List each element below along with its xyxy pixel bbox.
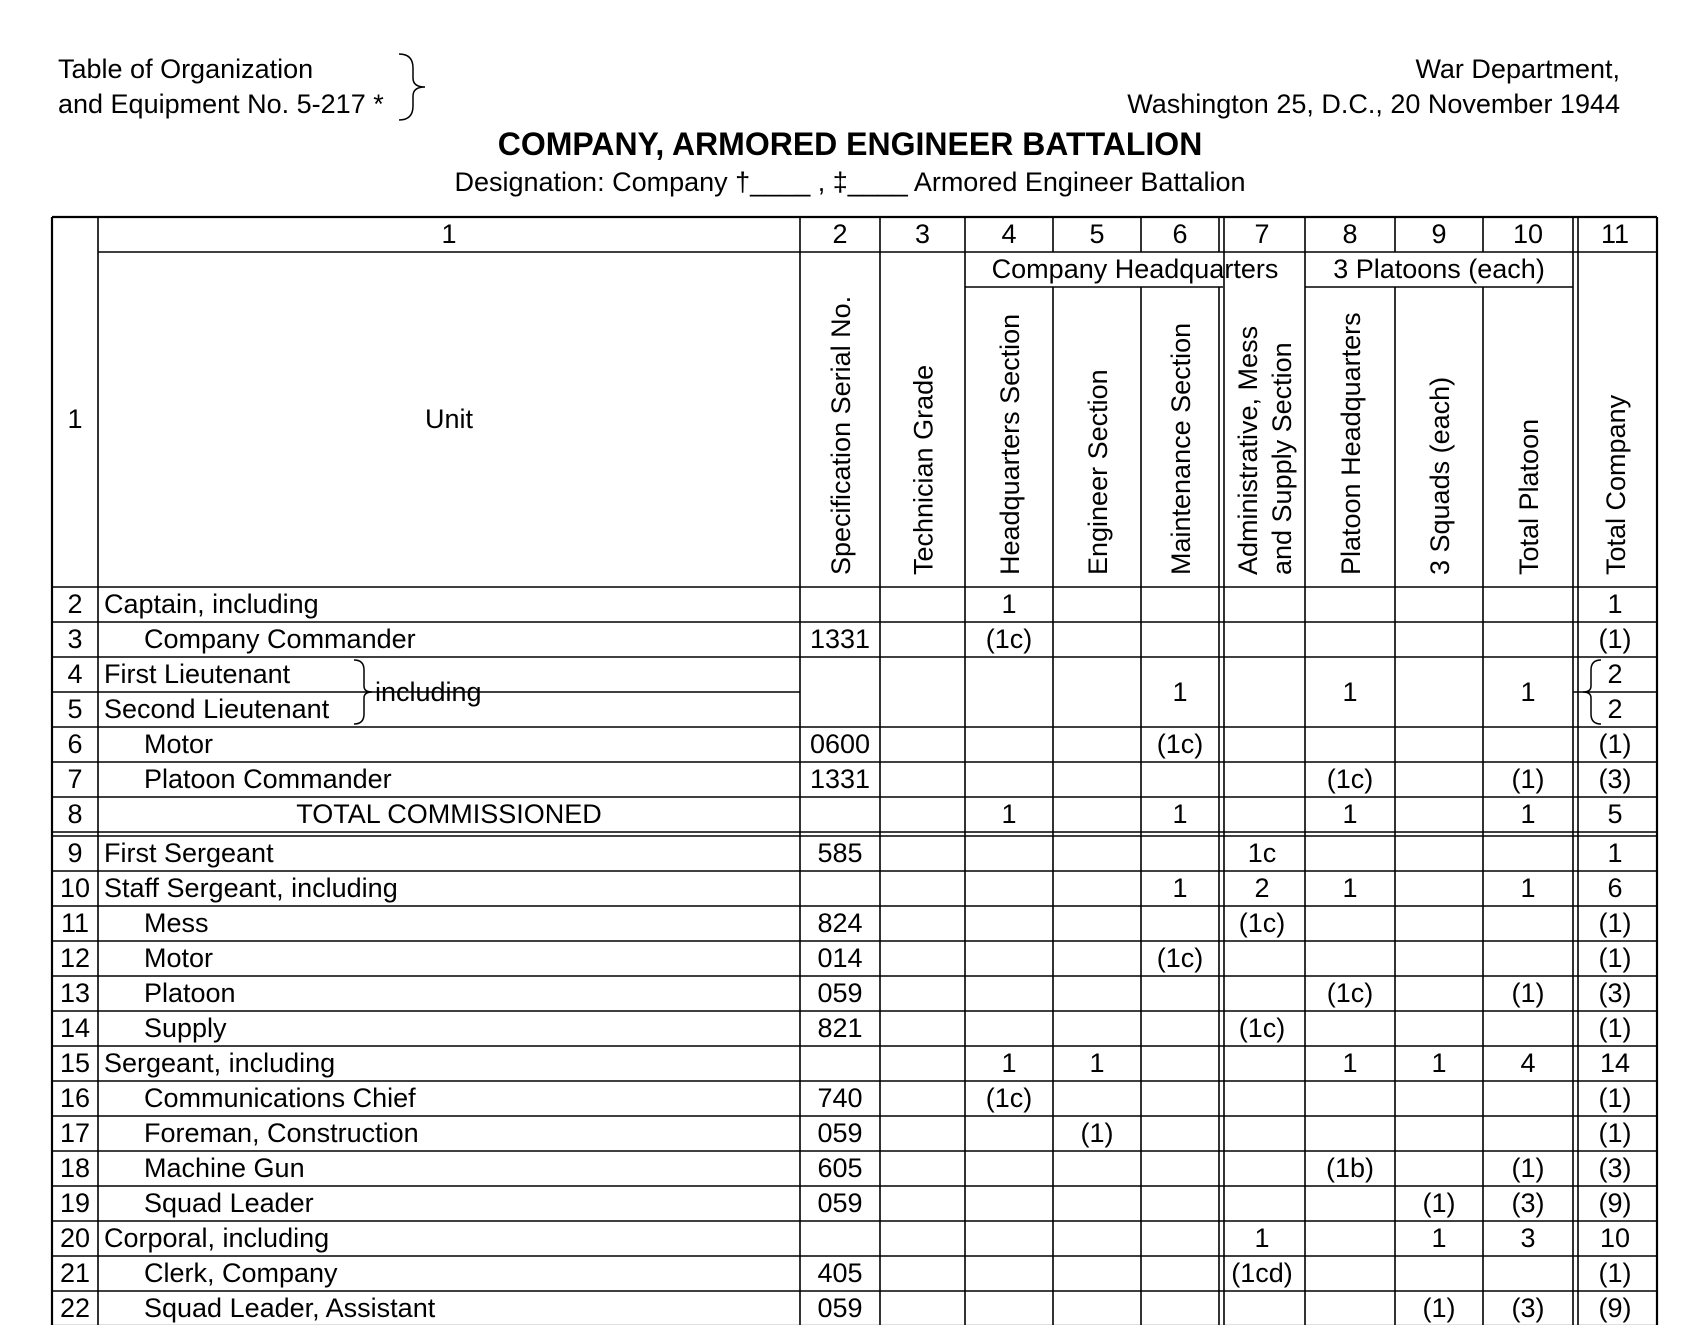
cell-value: (9) — [1598, 1188, 1632, 1218]
vertical-header: 3 Squads (each) — [1425, 376, 1455, 575]
vertical-header: Maintenance Section — [1166, 322, 1196, 575]
cell-value: 3 — [1520, 1223, 1536, 1253]
cell-value: (1) — [1422, 1188, 1456, 1218]
row-number: 21 — [59, 1258, 91, 1288]
unit-name: First Sergeant — [104, 838, 274, 868]
vertical-header: Total Platoon — [1514, 418, 1544, 575]
merged-total-platoon-value: 1 — [1520, 677, 1536, 707]
row-number: 4 — [67, 659, 83, 689]
cell-value: 1 — [1431, 1048, 1447, 1078]
cell-value: 1 — [1001, 799, 1017, 829]
cell-value: (3) — [1598, 1153, 1632, 1183]
cell-value: (3) — [1511, 1188, 1545, 1218]
cell-value: (1) — [1598, 624, 1632, 654]
column-number: 1 — [441, 219, 457, 249]
cell-value: 6 — [1607, 873, 1623, 903]
row-number: 7 — [67, 764, 83, 794]
document-title: COMPANY, ARMORED ENGINEER BATTALION — [497, 126, 1203, 162]
cell-value: (1) — [1598, 729, 1632, 759]
unit-name: Mess — [144, 908, 209, 938]
column-number: 7 — [1254, 219, 1270, 249]
cell-value: (1) — [1598, 1118, 1632, 1148]
row-number: 6 — [67, 729, 83, 759]
column-number: 11 — [1600, 219, 1630, 249]
row-number: 14 — [59, 1013, 91, 1043]
cell-value: 1c — [1247, 838, 1277, 868]
cell-value: 1 — [1607, 838, 1623, 868]
cell-value: (9) — [1598, 1293, 1632, 1323]
cell-value: (3) — [1511, 1293, 1545, 1323]
cell-value: 585 — [817, 838, 863, 868]
header-right-line2: Washington 25, D.C., 20 November 1944 — [1127, 89, 1620, 119]
cell-value: 405 — [817, 1258, 863, 1288]
cell-value: (1) — [1511, 978, 1545, 1008]
unit-name: Communications Chief — [144, 1083, 416, 1113]
cell-value: 0600 — [809, 729, 871, 759]
cell-value: (1c) — [1156, 729, 1204, 759]
cell-value: (1) — [1598, 1083, 1632, 1113]
row-number: 10 — [59, 873, 91, 903]
cell-value: 014 — [817, 943, 863, 973]
cell-value: 059 — [817, 1188, 863, 1218]
unit-name: Squad Leader, Assistant — [144, 1293, 436, 1323]
cell-value: (1) — [1422, 1293, 1456, 1323]
cell-value: 1 — [1089, 1048, 1105, 1078]
row-number: 12 — [59, 943, 91, 973]
row-number: 9 — [67, 838, 83, 868]
cell-value: (1) — [1598, 1258, 1632, 1288]
unit-name: Corporal, including — [104, 1223, 330, 1253]
cell-value: 1 — [1431, 1223, 1447, 1253]
unit-header: Unit — [424, 404, 474, 434]
cell-value: 824 — [817, 908, 863, 938]
cell-value: (1) — [1511, 764, 1545, 794]
column-number: 4 — [1001, 219, 1017, 249]
cell-value: (3) — [1598, 978, 1632, 1008]
unit-name: Captain, including — [104, 589, 319, 619]
cell-value: (1) — [1598, 943, 1632, 973]
cell-value: 2 — [1607, 659, 1623, 689]
unit-name: Second Lieutenant — [104, 694, 330, 724]
cell-value: 1 — [1172, 873, 1188, 903]
row-number: 11 — [60, 908, 90, 938]
vertical-header: and Supply Section — [1267, 342, 1297, 575]
cell-value: 1331 — [809, 624, 871, 654]
unit-name: Company Commander — [144, 624, 416, 654]
cell-value: (1c) — [1326, 978, 1374, 1008]
unit-name: Foreman, Construction — [144, 1118, 419, 1148]
cell-value: (1) — [1080, 1118, 1114, 1148]
cell-value: (1c) — [1238, 908, 1286, 938]
cell-value: 1 — [1001, 1048, 1017, 1078]
cell-value: 059 — [817, 1118, 863, 1148]
cell-value: 821 — [817, 1013, 863, 1043]
vertical-header: Platoon Headquarters — [1336, 312, 1366, 575]
designation-line: Designation: Company †____ , ‡____ Armored Engineer Battalion — [454, 167, 1246, 197]
row-number: 22 — [59, 1293, 91, 1323]
cell-value: 1 — [1342, 799, 1358, 829]
cell-value: (1c) — [1156, 943, 1204, 973]
cell-value: 1 — [1520, 799, 1536, 829]
cell-value: 1 — [1607, 589, 1623, 619]
cell-value: (1b) — [1325, 1153, 1375, 1183]
cell-value: 059 — [817, 1293, 863, 1323]
cell-value: (3) — [1598, 764, 1632, 794]
cell-value: (1c) — [1238, 1013, 1286, 1043]
cell-value: 2 — [1607, 694, 1623, 724]
group-header-company-hq: Company Headquarters — [991, 254, 1279, 284]
column-number: 8 — [1342, 219, 1358, 249]
row-number: 17 — [59, 1118, 91, 1148]
vertical-header: Specification Serial No. — [826, 295, 856, 575]
cell-value: 059 — [817, 978, 863, 1008]
row-number-header: 1 — [67, 404, 83, 434]
cell-value: 2 — [1254, 873, 1270, 903]
header-left-line2: and Equipment No. 5-217 * — [58, 89, 384, 119]
cell-value: (1c) — [1326, 764, 1374, 794]
group-header-platoons: 3 Platoons (each) — [1333, 254, 1545, 284]
cell-value: 4 — [1520, 1048, 1536, 1078]
vertical-header: Total Company — [1601, 394, 1631, 575]
row-number: 13 — [59, 978, 91, 1008]
unit-name: Platoon Commander — [144, 764, 392, 794]
row-number: 20 — [59, 1223, 91, 1253]
unit-name: Motor — [144, 943, 214, 973]
vertical-header: Administrative, Mess — [1233, 325, 1263, 575]
unit-name: Sergeant, including — [104, 1048, 336, 1078]
cell-value: 605 — [817, 1153, 863, 1183]
row-number: 18 — [59, 1153, 91, 1183]
header-left-line1: Table of Organization — [58, 54, 314, 84]
cell-value: 10 — [1599, 1223, 1631, 1253]
cell-value: 1 — [1520, 873, 1536, 903]
cell-value: (1c) — [985, 624, 1033, 654]
unit-name: Squad Leader — [144, 1188, 314, 1218]
cell-value: (1) — [1511, 1153, 1545, 1183]
unit-name: Motor — [144, 729, 214, 759]
cell-value: (1) — [1598, 908, 1632, 938]
merged-maintenance-value: 1 — [1172, 677, 1188, 707]
cell-value: 1 — [1001, 589, 1017, 619]
cell-value: 1 — [1342, 873, 1358, 903]
unit-name: Supply — [144, 1013, 227, 1043]
header-right-line1: War Department, — [1415, 54, 1620, 84]
merged-platoon-hq-value: 1 — [1342, 677, 1358, 707]
unit-name: Clerk, Company — [144, 1258, 338, 1288]
row-number: 8 — [67, 799, 83, 829]
cell-value: 1 — [1342, 1048, 1358, 1078]
unit-name: Staff Sergeant, including — [104, 873, 398, 903]
column-number: 2 — [832, 219, 848, 249]
unit-name: First Lieutenant — [104, 659, 291, 689]
row-number: 2 — [67, 589, 83, 619]
cell-value: 5 — [1607, 799, 1623, 829]
column-number: 10 — [1512, 219, 1544, 249]
unit-name: TOTAL COMMISSIONED — [296, 799, 602, 829]
cell-value: (1cd) — [1231, 1258, 1293, 1288]
row-number: 5 — [67, 694, 83, 724]
column-number: 9 — [1431, 219, 1447, 249]
cell-value: 740 — [817, 1083, 863, 1113]
column-number: 5 — [1089, 219, 1105, 249]
bracket-label: including — [375, 677, 482, 707]
unit-name: Machine Gun — [144, 1153, 305, 1183]
column-number: 6 — [1172, 219, 1188, 249]
cell-value: 1 — [1254, 1223, 1270, 1253]
column-number: 3 — [914, 219, 931, 249]
cell-value: (1) — [1598, 1013, 1632, 1043]
unit-name: Platoon — [144, 978, 236, 1008]
vertical-header: Technician Grade — [908, 364, 939, 575]
cell-value: 1331 — [809, 764, 871, 794]
cell-value: 1 — [1172, 799, 1188, 829]
row-number: 3 — [67, 624, 83, 654]
cell-value: 14 — [1599, 1048, 1631, 1078]
vertical-header: Headquarters Section — [995, 313, 1025, 575]
row-number: 15 — [59, 1048, 91, 1078]
cell-value: (1c) — [985, 1083, 1033, 1113]
vertical-header: Engineer Section — [1083, 369, 1113, 575]
row-number: 19 — [59, 1188, 91, 1218]
row-number: 16 — [59, 1083, 91, 1113]
